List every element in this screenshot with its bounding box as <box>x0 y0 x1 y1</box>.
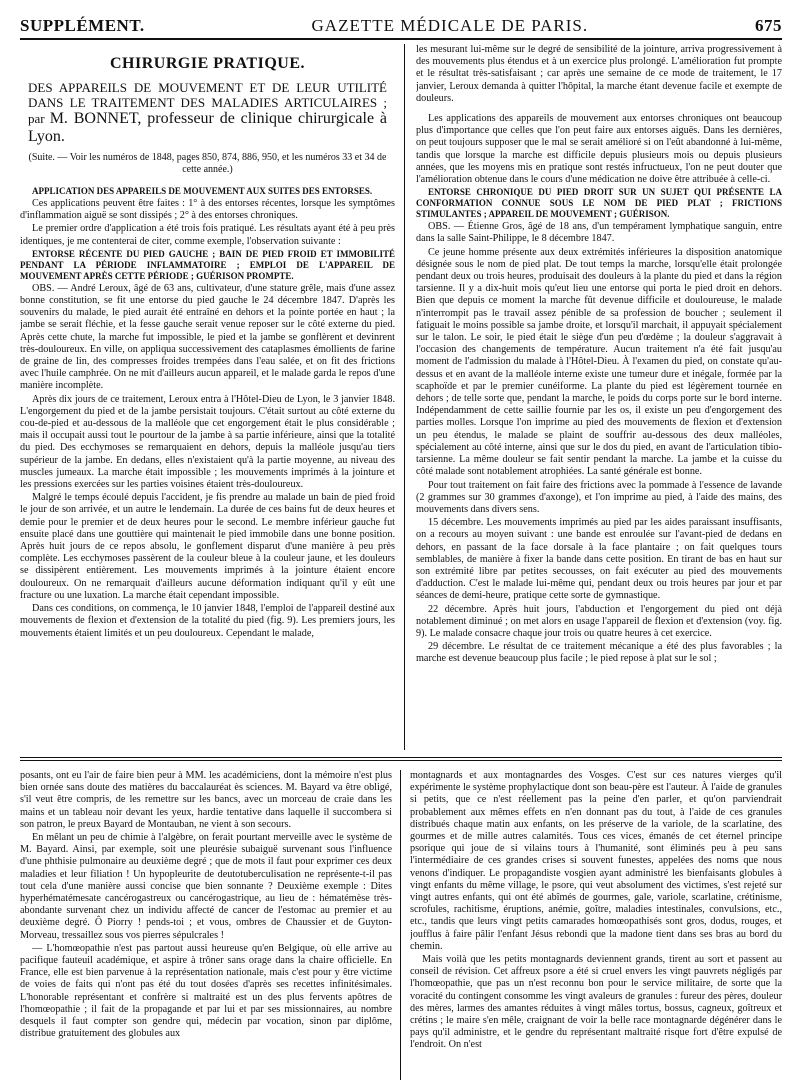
column-divider <box>404 44 405 750</box>
paragraph: posants, ont eu l'air de faire bien peur à MM. les académiciens, dont la mémoire n'est plus bien ornée sans doute des matières du baccalauréat ès sciences. M. Bayard va être obligé, s'il veut être compris, de les remettre sur les bancs, avec un morceau de craie dans les mains et un tableau noir devant les yeux, hardie tentative dans laquelle il succombera si son patron, le preux Bayard de Montauban, ne vient à son secours. <box>20 770 392 830</box>
paragraph: Les applications des appareils de mouvement aux entorses chroniques ont beaucoup plus d'importance que celles que l'on peut faire aux entorses aiguës. Dans les dernières, on peut toujours supposer que le mal se serait amélioré si on l'eût abandonné à lui-même, tandis que lorsque la marche est difficile depuis plusieurs mois ou depuis plusieurs années, que les moyens mis en pratique sont restés infructueux, l'on ne peut douter que l'amélioration obtenue dans le cours d'une médication ne doive être attribuée à celle-ci. <box>416 113 782 186</box>
paragraph: Ces applications peuvent être faites : 1° à des entorses récentes, lorsque les symptômes d'inflammation aiguë se sont dissipés ; 2° à des entorses chroniques. <box>20 198 395 222</box>
subheading: ENTORSE CHRONIQUE DU PIED DROIT SUR UN SUJET QUI PRÉSENTE LA CONFORMATION CONNUE SOUS LE NOM DE PIED PLAT ; FRICTIONS STIMULANTES ; APPAREIL DE MOUVEMENT ; GUÉRISON. <box>416 187 782 220</box>
paragraph: montagnards et aux montagnardes des Vosges. C'est sur ces natures vierges qu'il expérimente le système prophylactique dont son beau-père est l'auteur. À l'aide de granules si petits, que ce n'est réellement pas la peine d'en parler, et qu'on parviendrait probablement aux mêmes effets en n'en donnant pas du tout, à l'aide de ces granules distribués chaque matin aux enfants, on les préserve de la variole, de la scarlatine, des gourmes et de mille autres calamités. Tous ces vices, émanés de cet éternel principe psorique qui joue de si vilains tours à l'humanité, sont éliminés peu à peu sans l'intermédiaire de ces grandes crises si souvent funestes, appelées des noms que nous venons d'indiquer. Le propagandiste vosgien ayant administré les bienfaisants globules à vingt enfants du même village, le psore, qui veut absolument des victimes, s'est rejeté sur vingt autres enfants, qui ont été abîmés de gourmes, gale, variole, scarlatine, crétinisme, scrofules, rachitisme, éruptions, anémie, goître, maladies intestinales, convulsions, etc., etc., tandis que leurs vingt petits camarades homœopathisés sont gros, dodus, rouges, et joufflus à faire pâlir l'enfant Jésus rebondi que la madone tient dans ses bras au bord du chemin. <box>410 770 782 952</box>
article-author: M. BONNET, professeur de clinique chirurgicale à Lyon. <box>28 110 388 145</box>
paragraph: Le premier ordre d'application a été trois fois pratiqué. Les résultats ayant été à peu près identiques, je me contenterai de citer, comme exemple, l'observation suivante : <box>20 223 395 247</box>
paragraph: Malgré le temps écoulé depuis l'accident, je fis prendre au malade un bain de pied froid le jour de son arrivée, et un autre le lendemain. La durée de ces bains fut de deux heures et demie pour le premier et de deux heures pour le second. Le membre inférieur gauche fut ensuite placé dans une gouttière qui maintenait le pied immobile dans une bonne position. Après huit jours de ce repos absolu, le gonflement disparut d'une manière à peu près complète. Les ecchymoses passèrent de la couleur bleue à la couleur jaune, et les douleurs se dissipèrent entièrement. Les mouvements imprimés à la jointure étaient encore douloureux. On ne remarquait d'ailleurs aucune déformation indiquant qu'il y eût une fracture ou une luxation. La marche était cependant impossible. <box>20 492 395 601</box>
horizontal-divider <box>20 757 782 761</box>
section-title: CHIRURGIE PRATIQUE. <box>110 55 305 72</box>
column-2 <box>416 44 782 750</box>
paragraph: 15 décembre. Les mouvements imprimés au pied par les aides paraissant insuffisants, on a recours au moyen suivant : une bande est enroulée sur l'avant-pied de dedans en dehors, en passant de la face dorsale à la face plantaire ; on fait quelques tours semblables, de manière à fixer la bande dans cette position. En tirant de bas en haut sur son extrémité libre par petites secousses, on fait exécuter au pied des mouvements d'adduction. C'est le malade lui-même qui, pendant deux ou trois heures par jour et par séances de demi-heure, pratique cette sorte de gymnastique. <box>416 517 782 602</box>
header-journal-title: GAZETTE MÉDICALE DE PARIS. <box>311 16 589 35</box>
column-1 <box>20 44 395 750</box>
paragraph: 29 décembre. Le résultat de ce traitement mécanique a été des plus favorables ; la marche est devenue beaucoup plus facile ; le pied repose à plat sur le sol ; <box>416 641 782 665</box>
paragraph: OBS. — André Leroux, âgé de 63 ans, cultivateur, d'une stature grêle, mais d'une assez bonne constitution, se fit une entorse du pied gauche le 24 décembre 1847. D'après les souvenirs du malade, le pied aurait été entraîné en dehors et la pointe portée en haut ; la jambe se serait fléchie, et la fesse gauche serait venue reposer sur le côté externe du pied. Après cette chute, la marche fut impossible, le pied et la jambe se gonflèrent et devinrent très-douloureux. En ville, on appliqua successivement des cataplasmes émollients de farine de graine de lin, des compresses froides trempées dans l'eau salée, et on fit des frictions avec l'huile camphrée. On ne mit d'ailleurs aucun appareil, et le malade garda le repos d'une manière incomplète. <box>20 282 395 392</box>
paragraph: Mais voilà que les petits montagnards deviennent grands, tirent au sort et passent au conseil de révision. Cet affreux psore a été si cruel envers les vingt pauvrets négligés par l'homœopathie, que pas un n'est reconnu bon pour le service militaire, de sorte que la voracité du contingent consomme les vingt avaleurs de granules : fureur des pères, douleur des mères, larmes des amantes réduites à vingt mâles tortus, bossus, cagneux, goîtreux et crétins ; le maire s'en mêle, craignant de voir la belle race montagnarde dégénérer dans le pays qu'il administre, et le gendre du représentant maltraité risque fort d'être expulsé de l'endroit. On n'est <box>410 954 782 1051</box>
column-4 <box>410 770 782 1080</box>
paragraph: Pour tout traitement on fait faire des frictions avec la pommade à l'essence de lavande (2 grammes sur 30 grammes d'axonge), et l'on imprime au pied, à l'aide des mains, des mouvements dans divers sens. <box>416 479 782 515</box>
header-page-number: 675 <box>754 16 782 35</box>
page-header <box>20 14 782 40</box>
paragraph: Après dix jours de ce traitement, Leroux entra à l'Hôtel-Dieu de Lyon, le 3 janvier 1848. L'engorgement du pied et de la jambe persistait toujours. C'était surtout au côté externe du cou-de-pied et au-dessous de la malléole que cet engorgement était le plus considérable ; mais il occupait aussi tout le pourtour de la jambe à sa partie inférieure, ainsi que la totalité du pied. Des ecchymoses se remarquaient en dehors, depuis la malléole jusqu'au tiers supérieur de la jambe. En dedans, elles n'existaient qu'à la partie moyenne, au niveau des muscles jumeaux. La marche était impossible ; les mouvements imprimés à la jointure et les pressions exercées sur les parties voisines étaient très-douloureux. <box>20 393 395 491</box>
paragraph: En mêlant un peu de chimie à l'algèbre, on ferait pourtant merveille avec le système de M. Bayard. Ainsi, par exemple, soit une pleurésie subaiguë survenant sous l'influence d'une phthisie pulmonaire au deuxième degré ; que de mots il faut pour exprimer ces deux maladies et leur filiation ! Un hypopleurite de deutotuberculisation ne représente-t-il pas tout cela d'une manière aussi concise que bien sonnante ? Deuxième exemple : Dites hyperhématémesate cancérogastreux ou cancérogastrique, au lieu de : hématémèse très-abondante survenant chez un individu affecté de cancer de l'estomac au premier et au deuxième degré. Ô Piorry ! pends-toi ; et vous, ombres de Chaussier et de Guyton-Morveau, tressaillez sous vos pierres sépulcrales ! <box>20 832 392 941</box>
column-divider-lower <box>400 770 401 1080</box>
paragraph: — L'homœopathie n'est pas partout aussi heureuse qu'en Belgique, où elle arrive au pacifique fauteuil académique, et aspire à trôner sans orage dans la chaire officielle. En France, elle est bien parvenue à la représentation nationale, mais c'est pour y être victime de voies de faits qui n'ont pas été du tout dosées d'après ses recettes infinitésimales. L'honorable représentant et confrère si maltraité est un des plus fervents apôtres de l'homœopathie ; il fait de la propagande et par lui et par ses missionnaires, au nombre desquels il faut compter son gendre qui, médecin par vocation, sinon par diplôme, distribue gratuitement des globules aux <box>20 942 392 1040</box>
article-title <box>28 80 387 146</box>
subheading: ENTORSE RÉCENTE DU PIED GAUCHE ; BAIN DE PIED FROID ET IMMOBILITÉ PENDANT LA PÉRIODE INFLAMMATOIRE ; EMPLOI DE L'APPAREIL DE MOUVEMENT APRÈS CETTE PÉRIODE ; GUÉRISON PROMPTE. <box>20 248 395 281</box>
article-title-text: DES APPAREILS DE MOUVEMENT ET DE LEUR UTILITÉ DANS LE TRAITEMENT DES MALADIES ARTICULAIRES ; par <box>28 80 387 126</box>
header-supplement: SUPPLÉMENT. <box>20 16 145 35</box>
paragraph: les mesurant lui-même sur le degré de sensibilité de la jointure, arriva progressivement à des mouvements plus étendus et à un exercice plus prolongé. L'amélioration fut prompte et le résultat très-satisfaisant ; car après une semaine de ce mode de traitement, le 17 janvier, Leroux demanda à quitter l'hôpital, la marche étant devenue facile et exempte de douleurs. <box>416 44 782 104</box>
paragraph: OBS. — Étienne Gros, âgé de 18 ans, d'un tempérament lymphatique sanguin, entre dans la salle Saint-Philippe, le 8 décembre 1847. <box>416 221 782 245</box>
paragraph: 22 décembre. Après huit jours, l'abduction et l'engorgement du pied ont déjà notablement diminué ; on met alors en usage l'appareil de flexion et d'extension (voy. fig. 9). Le malade consacre chaque jour trois ou quatre heures à cet exercice. <box>416 603 782 639</box>
column-3 <box>20 770 392 1080</box>
paragraph: Dans ces conditions, on commença, le 10 janvier 1848, l'emploi de l'appareil destiné aux mouvements de flexion et d'extension de la totalité du pied (fig. 9). Les premiers jours, les mouvements étaient limités et un peu douloureux. Cependant le malade, <box>20 603 395 639</box>
continuation-note: (Suite. — Voir les numéros de 1848, pages 850, 874, 886, 950, et les numéros 33 et 34 de cette année.) <box>28 152 387 175</box>
subheading: APPLICATION DES APPAREILS DE MOUVEMENT AUX SUITES DES ENTORSES. <box>32 186 373 196</box>
paragraph: Ce jeune homme présente aux deux extrémités inférieures la disposition anatomique désignée sous le nom de pied plat. De tout temps la marche, lorsqu'elle était prolongée pendant deux ou trois heures, produisait des douleurs à la plante du pied et dans la région tarsienne. Il y a dix-huit mois qu'eut lieu une entorse qui porta le pied droit en dehors. Bien que depuis ce moment la marche fût devenue difficile et douloureuse, le malade n'interrompit pas le travail assez pénible de sa profession de boucher ; seulement il fatiguait le moins possible sa jambe droite, et lorsqu'il marchait, il appuyait spécialement sur le talon. Le soir, le pied était le siège d'un peu d'œdème ; la douleur s'aggravait à l'occasion des changements de température. Aucun traitement n'a été fait jusqu'au moment de l'admission du malade à l'Hôtel-Dieu. À l'examen du pied, on constate qu'au-dessus et en avant de la malléole interne existe une tumeur dure et inégale, formée par la scaphoïde et par le premier cunéiforme. La plante du pied est légèrement tournée en dehors ; de telle sorte que, pendant la marche, le poids du corps porte sur le bord interne. Indépendamment de cette saillie fournie par les os, il existe un peu d'engorgement des parties molles. Lorsque l'on imprime au pied des mouvements de flexion et d'extension un peu étendus, le malade se plaint de souffrir au-dessous des deux malléoles, spécialement au côté interne, ainsi que sur le dos du pied, en avant de l'articulation tibio-tarsienne. La même douleur se fait sentir pendant la marche. La jambe et la cuisse du côté malade sont notablement atrophiées. La santé générale est bonne. <box>416 246 782 478</box>
